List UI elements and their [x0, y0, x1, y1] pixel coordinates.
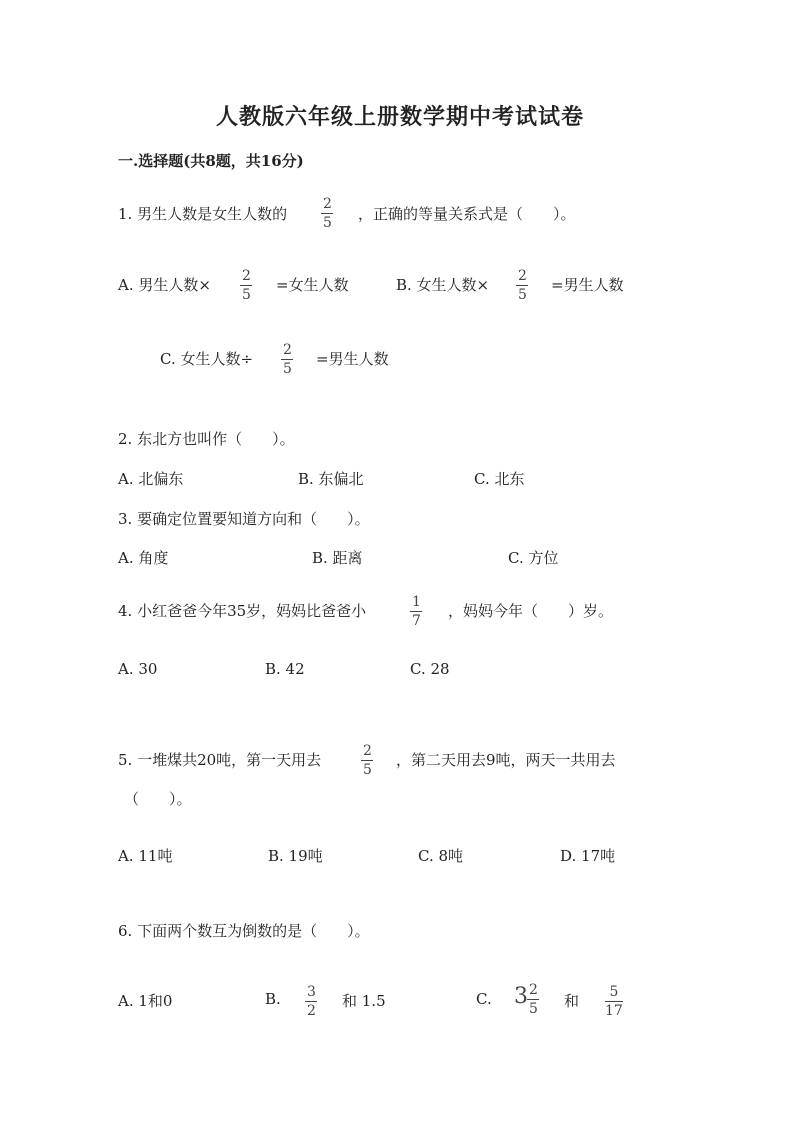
q4-option-a[interactable]: A. 30 — [118, 660, 158, 678]
q2-option-c[interactable]: C. 北东 — [474, 470, 525, 488]
page-title: 人教版六年级上册数学期中考试试卷 — [215, 104, 584, 130]
q1-option-c-fraction — [281, 342, 294, 377]
frac-den: 2 — [307, 1003, 316, 1019]
frac-num: 2 — [283, 342, 292, 358]
q5-option-a[interactable]: A. 11吨 — [118, 847, 173, 865]
fraction-bar — [516, 285, 528, 286]
q1-option-a-before[interactable]: A. 男生人数× — [118, 276, 211, 294]
q1-option-c-after: =男生人数 — [316, 350, 389, 368]
q6-option-c-and: 和 — [564, 992, 580, 1010]
q4-option-b[interactable]: B. 42 — [265, 660, 305, 678]
q1-fraction — [321, 196, 334, 231]
q3-option-b[interactable]: B. 距离 — [312, 549, 363, 567]
q1-frac-num: 2 — [323, 196, 332, 212]
q6-option-b-fraction — [305, 984, 318, 1019]
frac-num: 2 — [363, 743, 372, 759]
q2-option-b[interactable]: B. 东偏北 — [298, 470, 364, 488]
fraction-bar — [527, 999, 539, 1000]
q1-option-b-before[interactable]: B. 女生人数× — [396, 276, 490, 294]
frac-den: 5 — [283, 361, 292, 377]
q1-frac-den: 5 — [323, 215, 332, 231]
frac-den: 17 — [605, 1003, 623, 1019]
frac-num: 2 — [529, 982, 538, 998]
q5-stem-line2: （ ）。 — [124, 790, 192, 808]
frac-num: 1 — [412, 594, 421, 610]
frac-num: 5 — [609, 984, 619, 1000]
q5-option-d[interactable]: D. 17吨 — [560, 847, 616, 865]
q1-option-a-fraction — [240, 268, 253, 303]
q4-stem-before: 4. 小红爸爸今年35岁，妈妈比爸爸小 — [118, 602, 367, 620]
frac-den: 5 — [518, 287, 527, 303]
q6-option-c-fraction — [527, 982, 540, 1017]
q1-stem-before: 1. 男生人数是女生人数的 — [118, 205, 288, 223]
frac-den: 5 — [529, 1001, 538, 1017]
frac-den: 5 — [363, 762, 372, 778]
q6-option-c-whole: 3 — [514, 984, 528, 1009]
fraction-bar — [281, 359, 293, 360]
q4-option-c[interactable]: C. 28 — [410, 660, 450, 678]
section-heading: 一.选择题(共8题，共16分) — [118, 152, 304, 170]
frac-num: 2 — [518, 268, 527, 284]
frac-den: 7 — [412, 613, 421, 629]
q5-stem-after: ，第二天用去9吨，两天一共用去 — [396, 751, 616, 769]
q3-stem: 3. 要确定位置要知道方向和（ ）。 — [118, 510, 370, 528]
q1-option-b-fraction — [516, 268, 529, 303]
q3-option-a[interactable]: A. 角度 — [118, 549, 169, 567]
q5-fraction — [361, 743, 374, 778]
q4-stem-after: ，妈妈今年（ ）岁。 — [448, 602, 614, 620]
fraction-bar — [361, 760, 373, 761]
fraction-bar — [240, 285, 252, 286]
fraction-bar — [321, 213, 333, 214]
q6-option-a[interactable]: A. 1和0 — [118, 992, 173, 1010]
q2-stem: 2. 东北方也叫作（ ）。 — [118, 430, 295, 448]
frac-num: 2 — [242, 268, 251, 284]
fraction-bar — [605, 1001, 623, 1002]
fraction-bar — [305, 1001, 317, 1002]
q5-option-b[interactable]: B. 19吨 — [268, 847, 323, 865]
q3-option-c[interactable]: C. 方位 — [508, 549, 559, 567]
fraction-bar — [410, 611, 422, 612]
q6-option-c-label[interactable]: C. — [476, 990, 492, 1008]
q6-option-c-fraction2 — [603, 984, 625, 1019]
q2-option-a[interactable]: A. 北偏东 — [118, 470, 184, 488]
q5-stem-before: 5. 一堆煤共20吨，第一天用去 — [118, 751, 322, 769]
q5-option-c[interactable]: C. 8吨 — [418, 847, 464, 865]
frac-den: 5 — [242, 287, 251, 303]
q1-option-a-after: =女生人数 — [276, 276, 349, 294]
q6-option-b-label[interactable]: B. — [265, 990, 281, 1008]
q6-stem: 6. 下面两个数互为倒数的是（ ）。 — [118, 922, 370, 940]
q6-option-b-after: 和 1.5 — [342, 992, 386, 1010]
q1-stem-after: ，正确的等量关系式是（ ）。 — [358, 205, 576, 223]
q1-option-b-after: =男生人数 — [551, 276, 624, 294]
frac-num: 3 — [307, 984, 316, 1000]
q4-fraction — [410, 594, 423, 629]
q1-option-c-before[interactable]: C. 女生人数÷ — [160, 350, 254, 368]
